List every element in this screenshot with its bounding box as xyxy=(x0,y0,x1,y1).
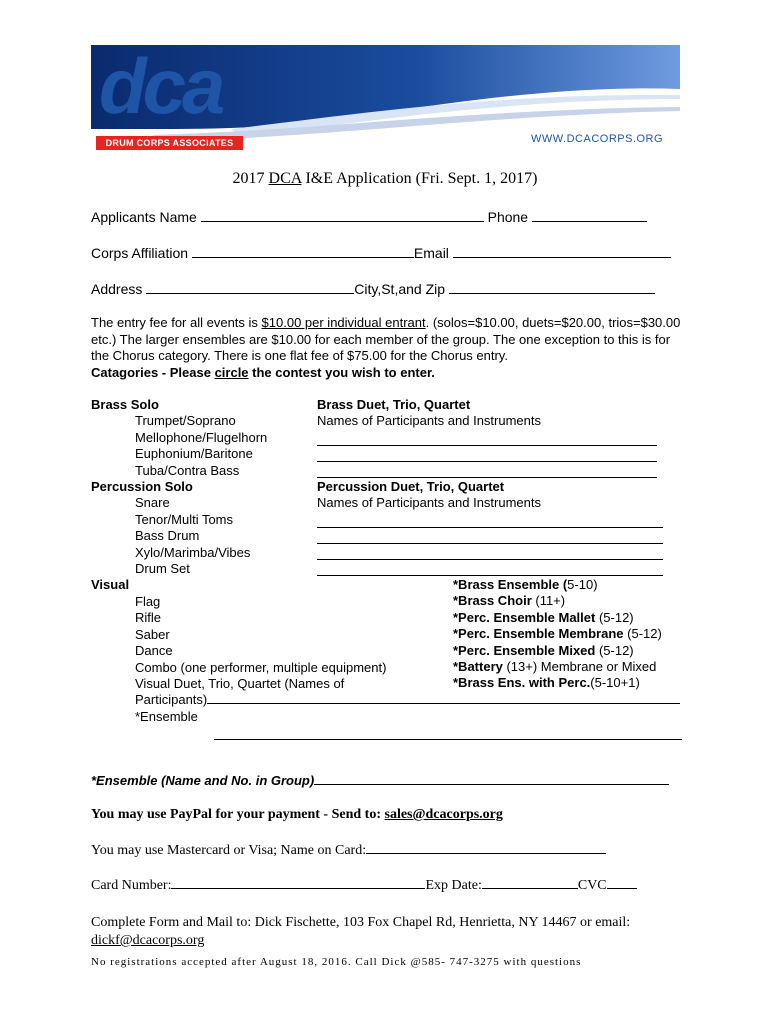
corps-row xyxy=(91,245,671,261)
email-label: Email xyxy=(413,245,449,261)
email-field[interactable] xyxy=(453,256,671,258)
brass-names-line-2[interactable] xyxy=(317,461,657,462)
ensemble-perc-mixed[interactable]: *Perc. Ensemble Mixed (5-12) xyxy=(453,642,634,658)
ensemble-name-field[interactable] xyxy=(314,783,669,785)
names-label-1: Names of Participants and Instruments xyxy=(317,413,541,429)
names-label-2: Names of Participants and Instruments xyxy=(317,495,541,511)
ensemble-perc-membrane[interactable]: *Perc. Ensemble Membrane (5-12) xyxy=(453,626,662,642)
list-item[interactable]: Trumpet/Soprano xyxy=(135,413,236,429)
ensemble-battery[interactable]: *Battery (13+) Membrane or Mixed xyxy=(453,659,657,675)
perc-names-line-1[interactable] xyxy=(317,527,663,528)
corps-affiliation-label: Corps Affiliation xyxy=(91,245,189,261)
phone-field[interactable] xyxy=(532,220,647,222)
perc-solo-heading: Percussion Solo xyxy=(91,479,193,495)
list-item[interactable]: Tuba/Contra Bass xyxy=(135,462,240,478)
applicants-name-field[interactable] xyxy=(201,220,484,222)
list-item[interactable]: Saber xyxy=(135,626,170,642)
list-item[interactable]: Tenor/Multi Toms xyxy=(135,511,234,527)
list-item[interactable]: Visual Duet, Trio, Quartet (Names of xyxy=(135,675,345,691)
address-field[interactable] xyxy=(146,292,354,294)
paypal-text: You may use PayPal for your payment - Send to: xyxy=(91,807,385,822)
applicant-row xyxy=(91,209,647,225)
brass-duet-heading[interactable]: Brass Duet, Trio, Quartet xyxy=(317,397,471,412)
fee-paragraph: The entry fee for all events is $10.00 per individual entrant. (solos=$10.00, duets=$20.00, trios=$30.00 etc.) The larger ensembles are $10.00 for each member of the group. The one exception to this is for the Chorus category. There is one flat fee of $75.00 for the Chorus entry. Catagories - Please circle the contest you wish to enter. xyxy=(91,315,731,381)
city-field[interactable] xyxy=(449,292,655,294)
card-number-row xyxy=(91,878,637,894)
dca-logo: dca xyxy=(99,45,222,130)
address-row xyxy=(91,281,655,297)
perc-names-line-2[interactable] xyxy=(317,543,663,544)
brass-names-line-3[interactable] xyxy=(317,477,657,478)
phone-label: Phone xyxy=(487,209,529,225)
perc-names-line-4[interactable] xyxy=(317,575,663,576)
list-item[interactable]: Snare xyxy=(135,495,170,511)
list-item[interactable]: Bass Drum xyxy=(135,528,200,544)
participants-field[interactable] xyxy=(207,702,680,704)
applicants-name-label: Applicants Name xyxy=(91,209,197,225)
participants-label: Participants) xyxy=(135,692,208,708)
card-name-label: You may use Mastercard or Visa; Name on Card: xyxy=(91,843,367,858)
list-item[interactable]: Xylo/Marimba/Vibes xyxy=(135,544,251,560)
address-label: Address xyxy=(91,281,143,297)
list-item[interactable]: Combo (one performer, multiple equipment) xyxy=(135,659,387,675)
exp-date-field[interactable] xyxy=(482,887,578,889)
card-name-row xyxy=(91,843,606,859)
header-banner xyxy=(91,45,680,155)
logo-subtitle: DRUM CORPS ASSOCIATES xyxy=(96,136,243,150)
ensemble-perc-mallet[interactable]: *Perc. Ensemble Mallet (5-12) xyxy=(453,609,634,625)
paypal-email-link[interactable]: sales@dcacorps.org xyxy=(384,807,503,822)
ensemble-item[interactable]: *Ensemble xyxy=(135,708,198,724)
corps-affiliation-field[interactable] xyxy=(192,256,414,258)
paypal-row xyxy=(91,807,503,823)
list-item[interactable]: Flag xyxy=(135,593,161,609)
right-column xyxy=(317,397,541,430)
ensemble-brass-choir[interactable]: *Brass Choir (11+) xyxy=(453,593,566,609)
card-name-field[interactable] xyxy=(366,852,606,854)
ensemble-brass-perc[interactable]: *Brass Ens. with Perc.(5-10+1) xyxy=(453,675,640,691)
card-number-label: Card Number: xyxy=(91,878,172,893)
ensemble-brass[interactable]: *Brass Ensemble (5-10) xyxy=(453,577,598,592)
ensemble-names-line[interactable] xyxy=(214,739,682,740)
list-item[interactable]: Mellophone/Flugelhorn xyxy=(135,429,268,445)
ensemble-list xyxy=(453,577,662,692)
perc-names-line-3[interactable] xyxy=(317,559,663,560)
list-item[interactable]: Euphonium/Baritone xyxy=(135,446,253,462)
visual-heading: Visual xyxy=(91,577,130,593)
perc-duet-block xyxy=(317,479,541,512)
mail-email-link[interactable]: dickf@dcacorps.org xyxy=(91,933,205,948)
mail-block xyxy=(91,914,630,950)
perc-duet-heading[interactable]: Percussion Duet, Trio, Quartet xyxy=(317,479,505,494)
cvc-field[interactable] xyxy=(607,887,637,889)
page-title: 2017 DCA I&E Application (Fri. Sept. 1, 2017) xyxy=(232,170,538,187)
ensemble-name-row xyxy=(91,773,669,788)
list-item[interactable]: Drum Set xyxy=(135,561,190,577)
city-label: City,St,and Zip xyxy=(354,281,446,297)
footer-note: No registrations accepted after August 18, 2016. Call Dick @585- 747-3275 with questions xyxy=(91,956,582,968)
brass-names-line-1[interactable] xyxy=(317,445,657,446)
categories-instruction: Catagories - Please circle the contest you wish to enter. xyxy=(91,364,435,380)
mail-address: Complete Form and Mail to: Dick Fischette, 103 Fox Chapel Rd, Henrietta, NY 14467 or email: xyxy=(91,915,631,930)
website-url: WWW.DCACORPS.ORG xyxy=(531,133,664,145)
card-number-field[interactable] xyxy=(171,887,425,889)
list-item[interactable]: Rifle xyxy=(135,610,162,626)
list-item[interactable]: Dance xyxy=(135,643,173,659)
brass-solo-heading: Brass Solo xyxy=(91,397,159,412)
ensemble-name-label: *Ensemble (Name and No. in Group) xyxy=(91,773,315,788)
exp-date-label: Exp Date: xyxy=(425,878,482,893)
cvc-label: CVC xyxy=(577,878,607,893)
